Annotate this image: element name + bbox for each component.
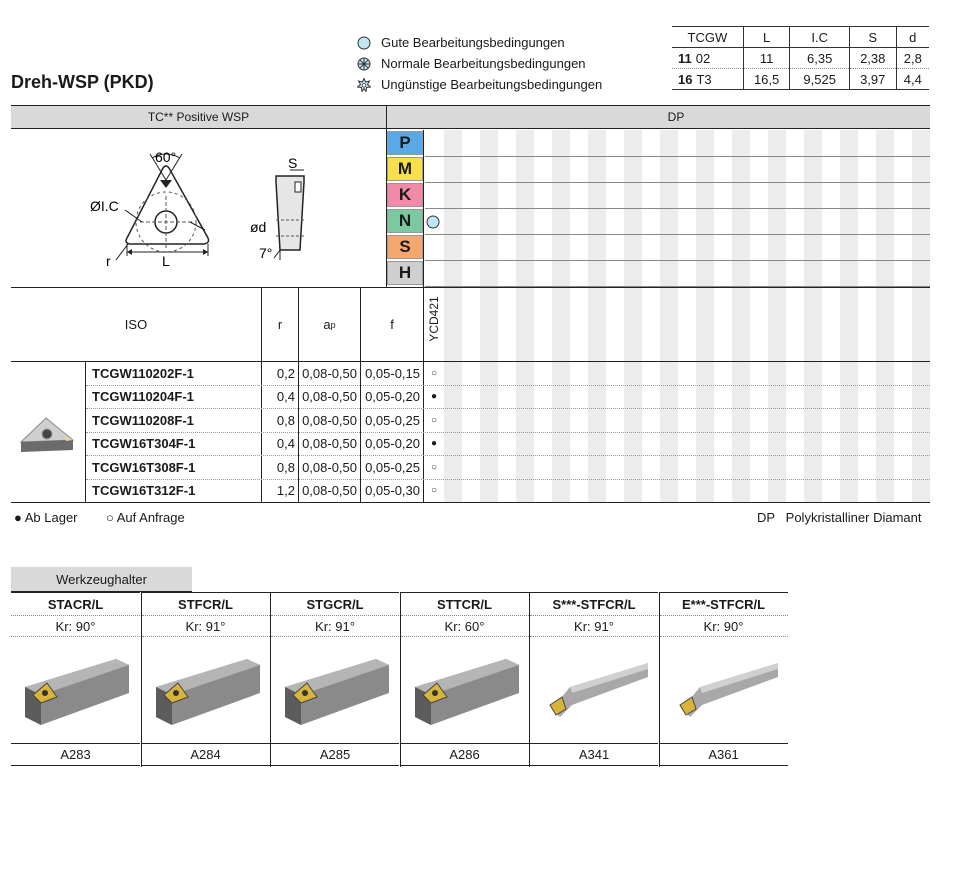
dim-value: 3,97: [849, 69, 896, 90]
holder-photo: [660, 637, 788, 743]
insert-ap: 0,08-0,50: [302, 412, 357, 428]
holder-image: [11, 637, 139, 743]
legend-good: [357, 32, 602, 53]
dim-size: 11 02: [672, 48, 743, 69]
holder-image: [401, 637, 529, 743]
col-header-iso: ISO: [124, 317, 148, 332]
material-n: N: [387, 209, 423, 233]
dim-header: I.C: [790, 27, 849, 48]
dim-value: 2,38: [849, 48, 896, 69]
grid-stripe: [696, 130, 714, 502]
holder-stfcrl[interactable]: [141, 592, 270, 767]
stock-indicator: ○: [430, 461, 438, 473]
holder-sttcrl[interactable]: [400, 592, 529, 767]
good-conditions-icon: [426, 215, 440, 229]
grid-stripe: [912, 130, 930, 502]
dim-header: S: [849, 27, 896, 48]
grid-stripe: [516, 130, 534, 502]
insert-drawing: [80, 140, 320, 280]
holder-page[interactable]: A286: [401, 743, 529, 766]
insert-code: TCGW110202F-1: [92, 366, 194, 381]
holder-estfcrl[interactable]: [659, 592, 788, 767]
material-p: P: [387, 131, 423, 155]
insert-photo: [18, 412, 76, 456]
holder-image: [530, 637, 658, 743]
holder-image: [142, 637, 270, 743]
holder-kr: Kr: 90°: [660, 616, 788, 637]
footnote-dp: DP Polykristalliner Diamant: [757, 510, 922, 525]
bad-conditions-icon: [357, 78, 371, 92]
good-conditions-icon: [357, 36, 371, 50]
holder-kr: Kr: 91°: [271, 616, 399, 637]
insert-f: 0,05-0,30: [365, 483, 420, 498]
grid-stripe: [804, 130, 822, 502]
holder-photo: [530, 637, 658, 743]
holder-name: E***-STFCR/L: [660, 592, 788, 616]
col-header-ap: a p: [323, 317, 336, 332]
grid-stripe: [444, 130, 462, 502]
dim-value: 2,8: [896, 48, 929, 69]
insert-r: 0,4: [276, 389, 295, 405]
grid-stripe: [588, 130, 606, 502]
holder-name: STACR/L: [11, 592, 140, 616]
holder-name: S***-STFCR/L: [530, 592, 658, 616]
holder-photo: [142, 637, 270, 743]
insert-code: TCGW16T312F-1: [92, 483, 196, 498]
stock-indicator: ○: [430, 485, 438, 496]
legend-label: Normale Bearbeitungsbedingungen: [381, 56, 586, 71]
dim-header: TCGW: [672, 27, 743, 48]
normal-conditions-icon: [357, 57, 371, 71]
holder-page[interactable]: A341: [530, 743, 658, 766]
dim-value: 6,35: [790, 48, 849, 69]
svg-text:ØI.C: ØI.C: [90, 198, 119, 214]
footnote-order: ○ Auf Anfrage: [106, 510, 185, 525]
insert-r: 0,8: [276, 412, 295, 428]
dim-value: 4,4: [896, 69, 929, 90]
holder-stacrl[interactable]: [11, 592, 140, 767]
insert-f: 0,05-0,25: [365, 459, 420, 475]
section-header-left: TC** Positive WSP: [11, 105, 386, 129]
col-header-r: r: [277, 317, 283, 332]
insert-f: 0,05-0,20: [365, 436, 420, 452]
stock-indicator: ●: [430, 438, 438, 450]
insert-ap: 0,08-0,50: [302, 483, 357, 498]
holder-name: STFCR/L: [142, 592, 270, 616]
grid-stripe: [624, 130, 642, 502]
insert-r: 1,2: [276, 483, 295, 498]
insert-ap: 0,08-0,50: [302, 366, 357, 381]
dim-size: 16 T3: [672, 69, 743, 90]
stock-indicator: ○: [430, 414, 438, 426]
svg-text:ød: ød: [250, 219, 267, 235]
insert-ap: 0,08-0,50: [302, 459, 357, 475]
holder-sstfcrl[interactable]: [529, 592, 658, 767]
material-k: K: [387, 183, 423, 207]
legend-normal: [357, 53, 602, 74]
holder-kr: Kr: 91°: [142, 616, 270, 637]
grid-stripe: [480, 130, 498, 502]
page-title: Dreh-WSP (PKD): [11, 72, 154, 92]
insert-code: TCGW16T304F-1: [92, 436, 196, 452]
material-m: M: [387, 157, 423, 181]
insert-ap: 0,08-0,50: [302, 436, 357, 452]
insert-code: TCGW110204F-1: [92, 389, 194, 405]
holder-kr: Kr: 91°: [530, 616, 658, 637]
grade-grid: [425, 130, 930, 502]
dimension-table: [672, 26, 929, 90]
holder-image: [660, 637, 788, 743]
holder-name: STGCR/L: [271, 592, 399, 616]
svg-text:60°: 60°: [155, 149, 177, 165]
holder-photo: [271, 637, 399, 743]
holder-name: STTCR/L: [401, 592, 529, 616]
holder-image: [271, 637, 399, 743]
holder-page[interactable]: A284: [142, 743, 270, 766]
holder-kr: Kr: 60°: [401, 616, 529, 637]
stock-indicator: ○: [430, 368, 438, 379]
insert-ap: 0,08-0,50: [302, 389, 357, 405]
grid-stripe: [876, 130, 894, 502]
grid-stripe: [768, 130, 786, 502]
col-header-grade: YCD421: [427, 296, 441, 342]
dim-value: 9,525: [790, 69, 849, 90]
footnote-stock: ● Ab Lager: [14, 510, 78, 525]
holders-tab: Werkzeughalter: [11, 567, 192, 592]
insert-r: 0,8: [276, 459, 295, 475]
stock-indicator: ●: [430, 391, 438, 403]
section-header-right: DP: [386, 105, 930, 129]
grid-stripe: [660, 130, 678, 502]
dim-value: 11: [743, 48, 790, 69]
holder-photo: [401, 637, 529, 743]
insert-code: TCGW110208F-1: [92, 412, 194, 428]
svg-text:r: r: [106, 253, 111, 269]
insert-r: 0,2: [276, 366, 295, 381]
grid-stripe: [840, 130, 858, 502]
insert-f: 0,05-0,20: [365, 389, 420, 405]
holder-stgcrl[interactable]: [270, 592, 399, 767]
grid-stripe: [732, 130, 750, 502]
svg-text:L: L: [162, 253, 170, 269]
dim-header: d: [896, 27, 929, 48]
insert-f: 0,05-0,15: [365, 366, 420, 381]
grid-stripe: [552, 130, 570, 502]
svg-text:S: S: [288, 155, 298, 171]
insert-f: 0,05-0,25: [365, 412, 420, 428]
col-header-f: f: [390, 317, 394, 332]
insert-r: 0,4: [276, 436, 295, 452]
svg-text:7°: 7°: [259, 245, 273, 261]
holder-page[interactable]: A285: [271, 743, 399, 766]
legend-label: Gute Bearbeitungsbedingungen: [381, 35, 565, 50]
legend-label: Ungünstige Bearbeitungsbedingungen: [381, 77, 603, 92]
dim-value: 16,5: [743, 69, 790, 90]
insert-code: TCGW16T308F-1: [92, 459, 196, 475]
holder-photo: [11, 637, 140, 743]
holder-kr: Kr: 90°: [11, 616, 140, 637]
material-h: H: [387, 261, 423, 285]
holder-page[interactable]: A361: [660, 743, 788, 766]
material-s: S: [387, 235, 423, 259]
dim-header: L: [743, 27, 790, 48]
holder-page[interactable]: A283: [11, 743, 140, 766]
conditions-legend: [357, 32, 602, 95]
legend-bad: [357, 74, 602, 95]
